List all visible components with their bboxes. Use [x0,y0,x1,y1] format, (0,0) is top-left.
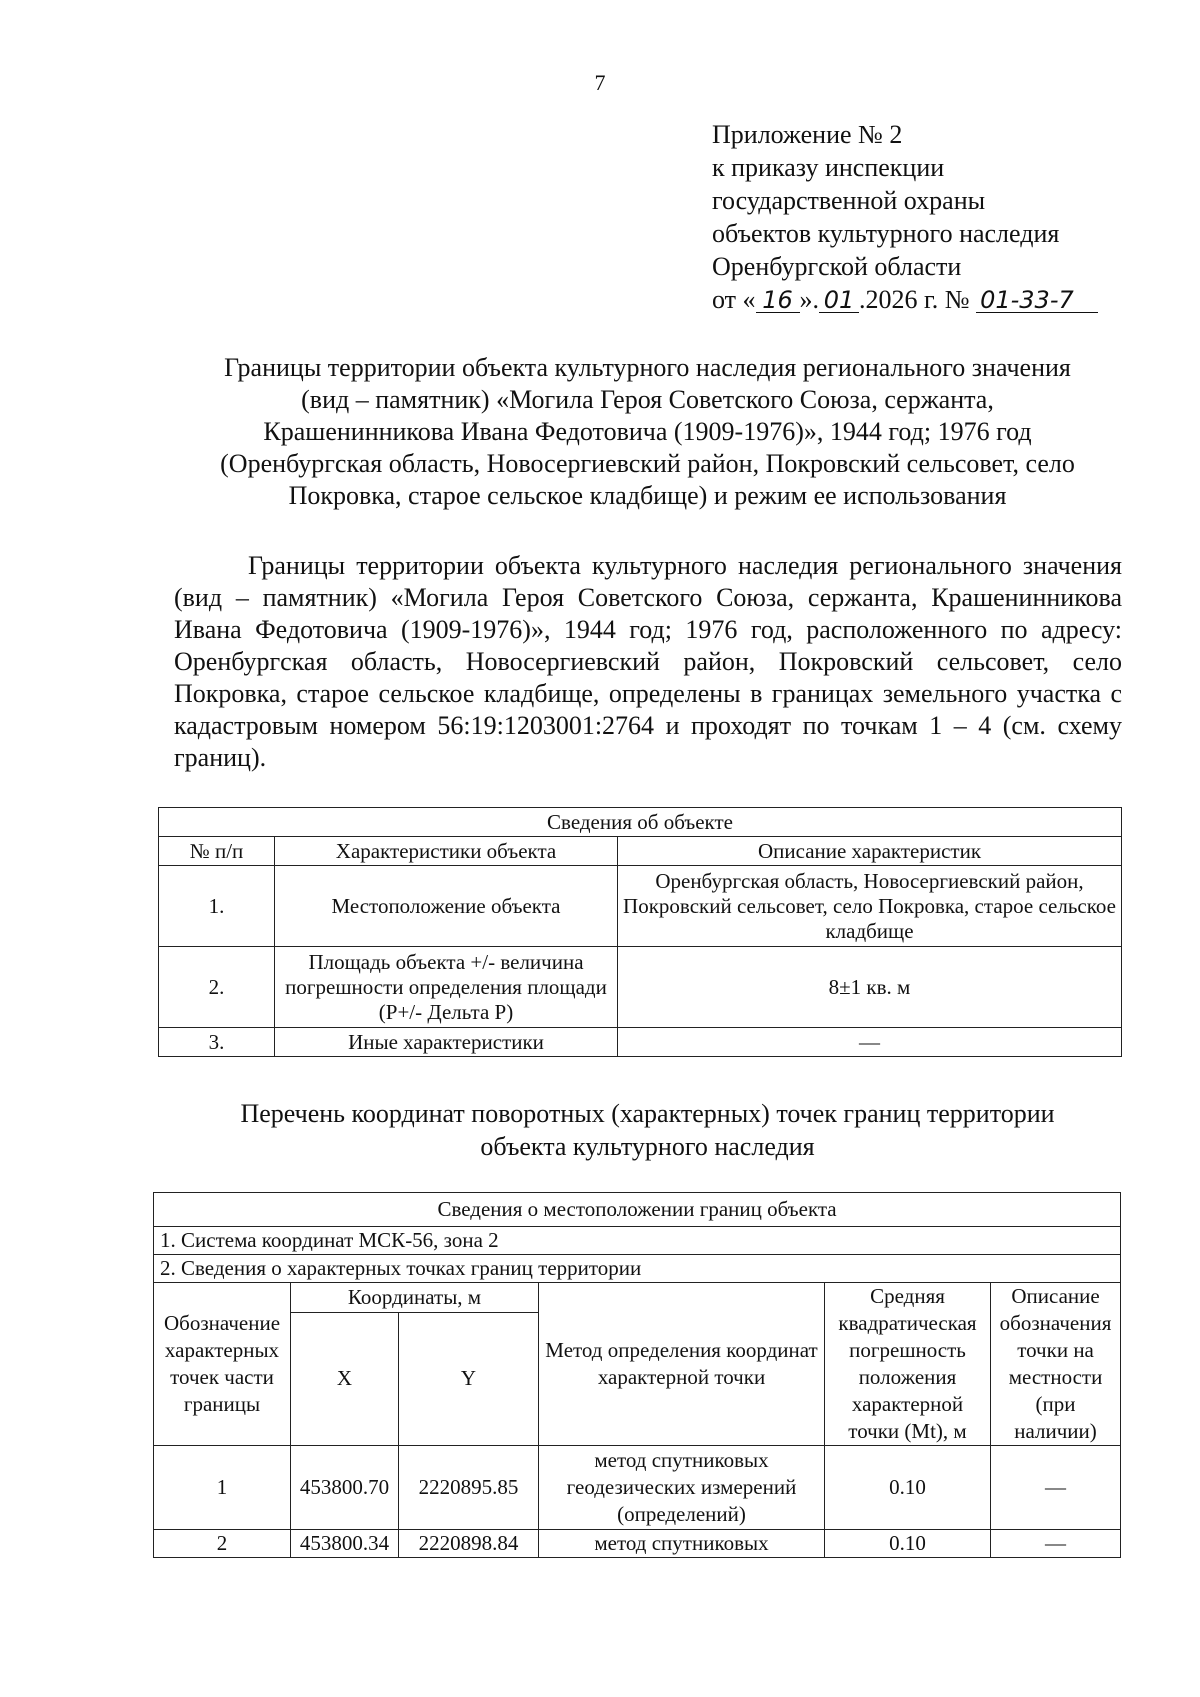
point-x: 453800.70 [291,1446,399,1530]
point-x: 453800.34 [291,1530,399,1558]
order-date-line [712,283,1098,316]
table-row [159,866,1122,947]
date-year: .2026 г. № [859,285,970,314]
point-method: метод спутниковых геодезических измерений (определений) [539,1446,825,1530]
title-line: Границы территории объекта культурного наследия регионального значения [224,353,1071,382]
annex-line: государственной охраны [712,186,986,215]
title-line: (вид – памятник) «Могила Героя Советского Союза, сержанта, [301,385,994,414]
header-x: X [291,1312,399,1445]
row-characteristic: Иные характеристики [275,1028,618,1057]
header-error: Средняя квадратическая погрешность положения характерной точки (Mt), м [825,1283,991,1446]
header-method: Метод определения координат характерной точки [539,1283,825,1446]
point-y: 2220898.84 [399,1530,539,1558]
row-value: — [618,1028,1122,1057]
row-number: 3. [159,1028,275,1057]
row-characteristic: Местоположение объекта [275,866,618,947]
coordinates-section-title [170,1097,1125,1163]
row-characteristic: Площадь объекта +/- величина погрешности определения площади (P+/- Дельта P) [275,947,618,1028]
title-line: (Оренбургская область, Новосергиевский район, Покровский сельсовет, село [220,449,1075,478]
boundary-description: Границы территории объекта культурного наследия регионального значения (вид – памятник) «Могила Героя Советского Союза, сержанта, Крашенинникова Ивана Федотовича (1909-1976)», 1944 год; 1976 год, расположенного по адресу: Оренбургская область, Новосергиевский район, Покровский сельсовет, село Покровка, старое сельское кладбище, определены в границах земельного участка с кадастровым номером 56:19:1203001:2764 и проходят по точкам 1 – 4 (см. схему границ). [174,551,1122,772]
header-characteristic: Характеристики объекта [275,837,618,866]
points-caption: 2. Сведения о характерных точках границ территории [154,1255,1121,1283]
header-point-description: Описание обозначения точки на местности (при наличии) [991,1283,1121,1446]
point-description: — [991,1530,1121,1558]
page-number: 7 [594,70,606,95]
object-info-table [158,807,1122,1057]
point-description: — [991,1446,1121,1530]
coordinate-system: 1. Система координат МСК-56, зона 2 [154,1227,1121,1255]
annex-line: объектов культурного наследия [712,219,1060,248]
coordinates-table [153,1192,1121,1558]
title-line: Крашенинникова Ивана Федотовича (1909-1976)», 1944 год; 1976 год [263,417,1032,446]
coord-table-caption: Сведения о местоположении границ объекта [154,1193,1121,1227]
point-y: 2220895.85 [399,1446,539,1530]
header-description: Описание характеристик [618,837,1122,866]
point-method: метод спутниковых [539,1530,825,1558]
annex-line: Приложение № 2 [712,120,903,149]
header-y: Y [399,1312,539,1445]
row-number: 1. [159,866,275,947]
table-row [154,1446,1121,1530]
row-number: 2. [159,947,275,1028]
section-title-line: Перечень координат поворотных (характерных) точек границ территории [240,1099,1055,1128]
header-designation: Обозначение характерных точек части границы [154,1283,291,1446]
handwritten-month: 01 [819,288,859,313]
object-table-caption: Сведения об объекте [159,808,1122,837]
row-value: 8±1 кв. м [618,947,1122,1028]
header-num: № п/п [159,837,275,866]
table-row [154,1530,1121,1558]
annex-header [712,118,1098,316]
date-separator: ». [799,285,820,314]
handwritten-order-number: 01-33-7 [976,288,1098,313]
table-row [159,1028,1122,1057]
annex-line: Оренбургской области [712,252,962,281]
title-line: Покровка, старое сельское кладбище) и режим ее использования [288,481,1007,510]
handwritten-day: 16 [756,288,800,313]
section-title-line: объекта культурного наследия [480,1132,815,1161]
row-value: Оренбургская область, Новосергиевский район, Покровский сельсовет, село Покровка, старое сельское кладбище [618,866,1122,947]
point-id: 1 [154,1446,291,1530]
header-coordinates: Координаты, м [291,1283,539,1313]
date-prefix: от « [712,285,756,314]
point-error: 0.10 [825,1530,991,1558]
document-title [170,352,1125,512]
point-id: 2 [154,1530,291,1558]
point-error: 0.10 [825,1446,991,1530]
table-row [159,947,1122,1028]
annex-line: к приказу инспекции [712,153,945,182]
